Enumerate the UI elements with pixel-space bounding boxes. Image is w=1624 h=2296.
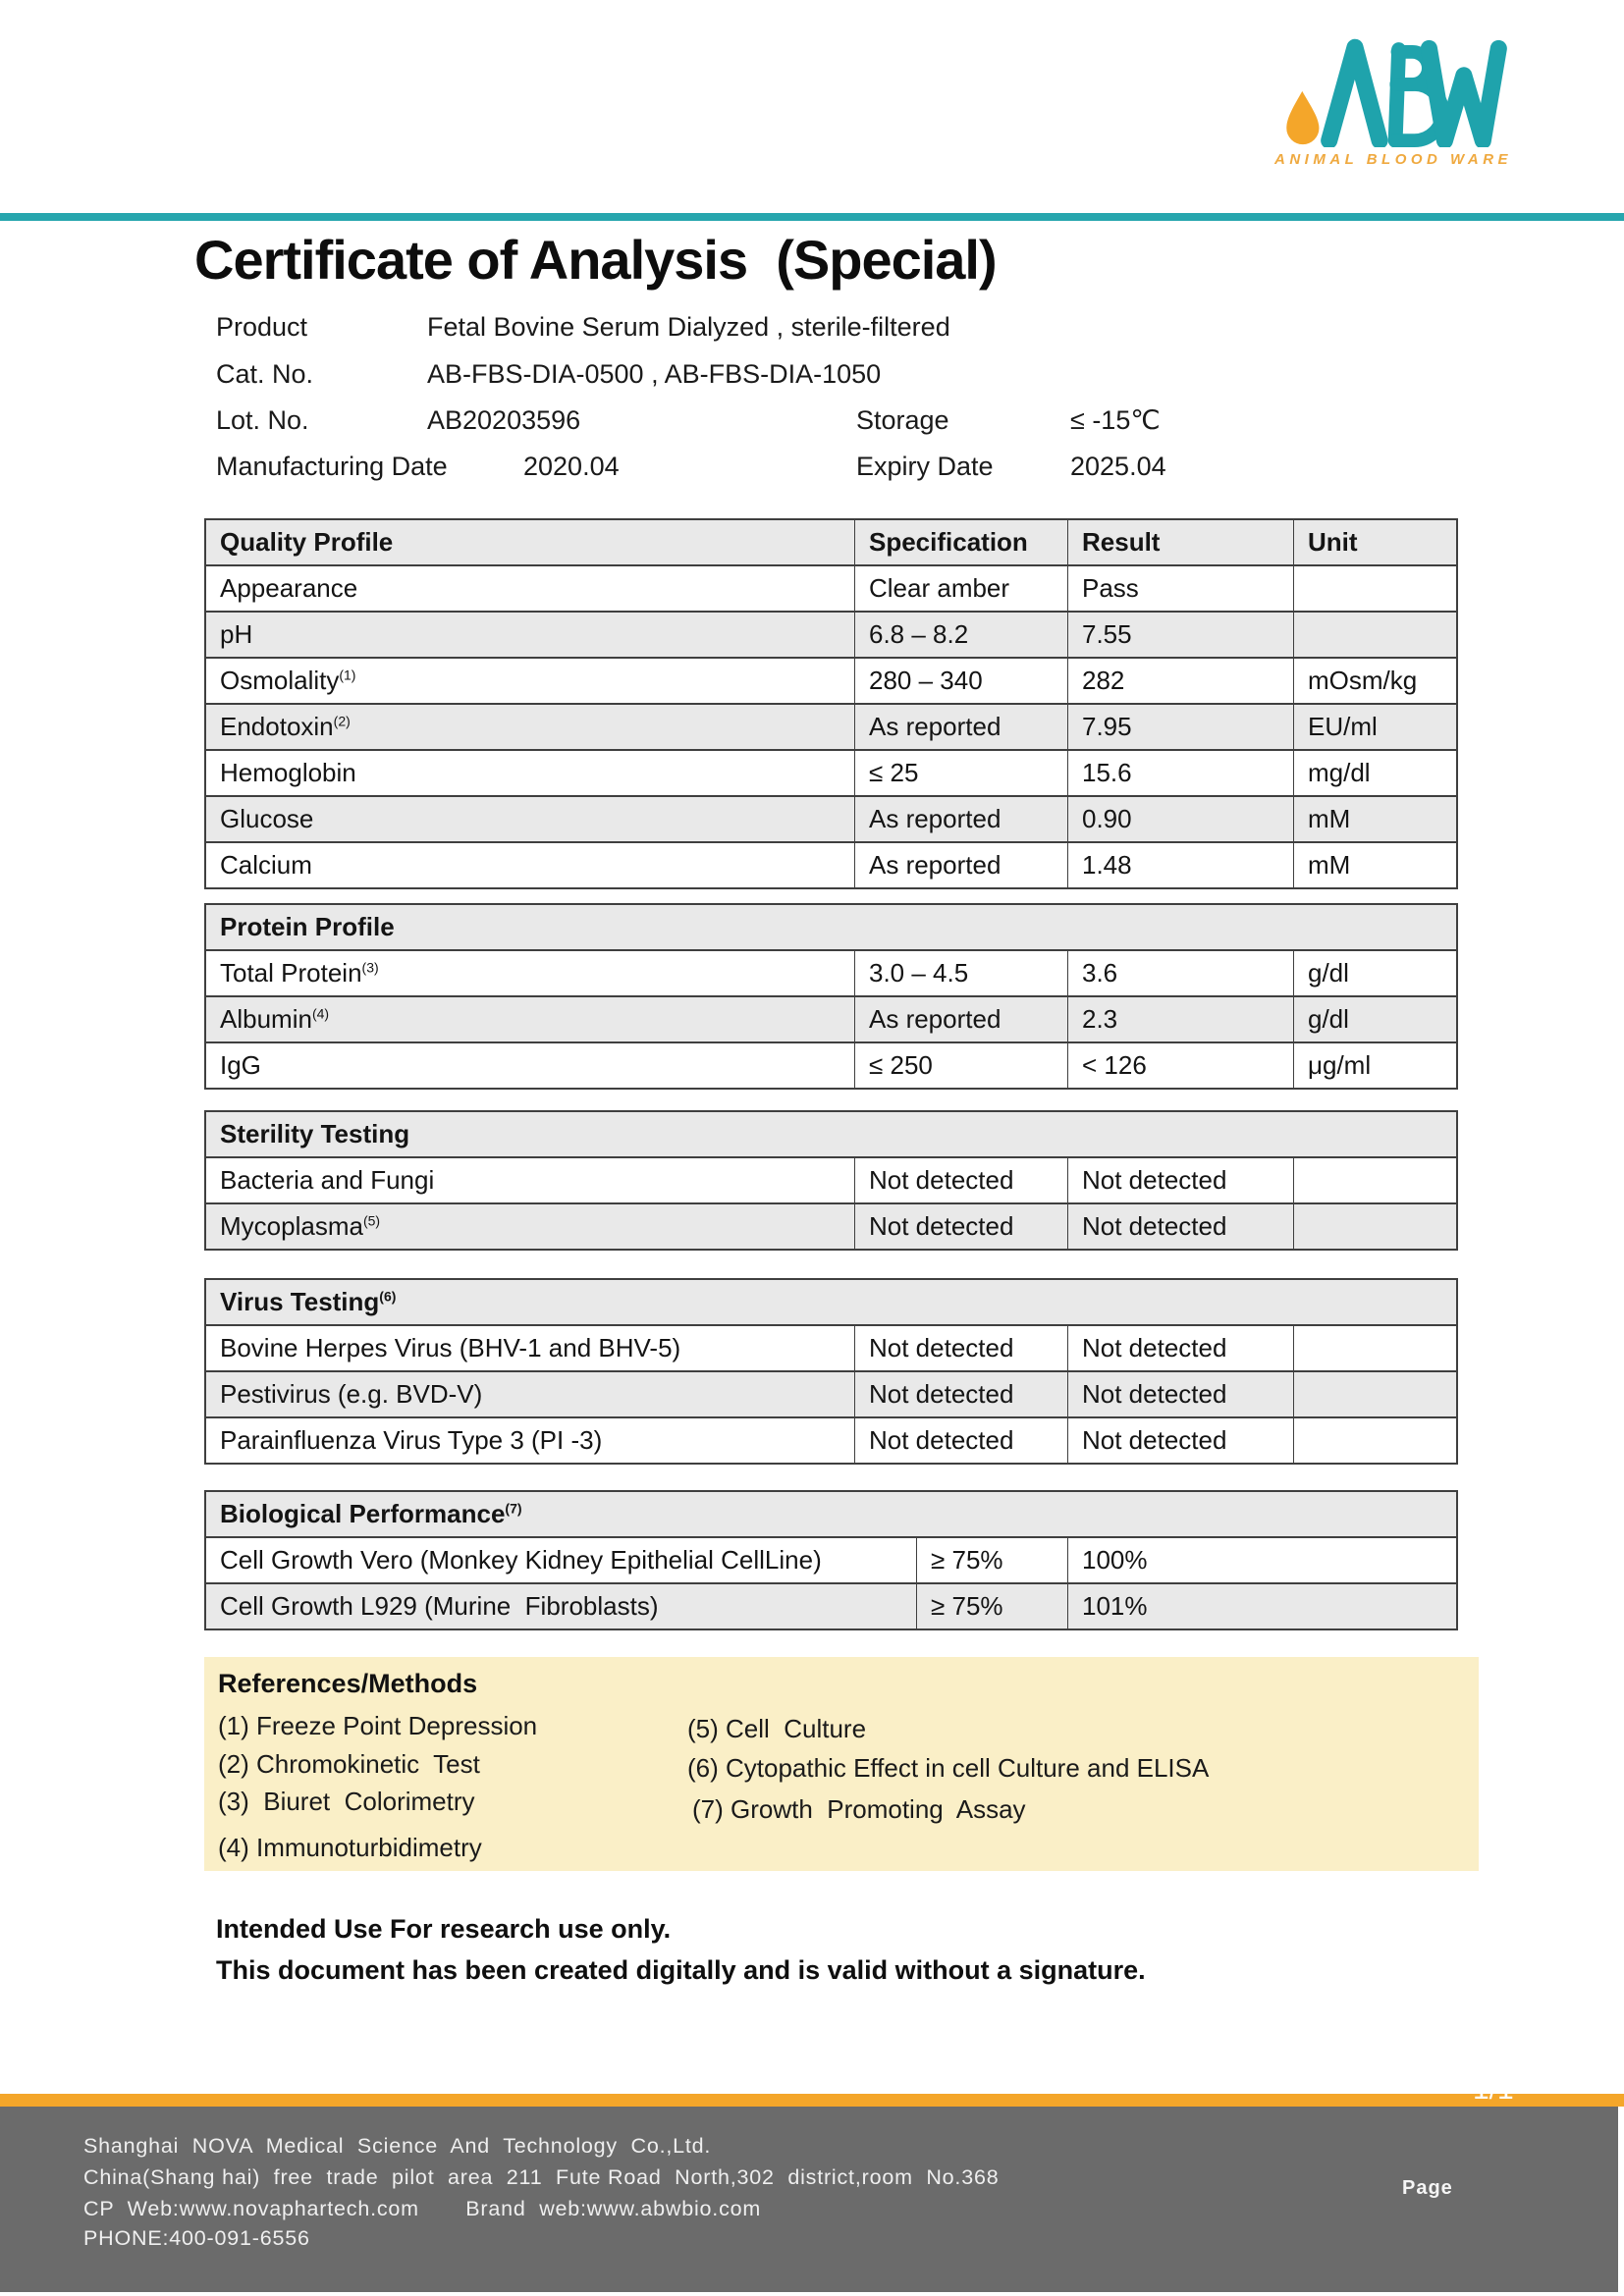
table-cell-label: Cell Growth L929 (Murine Fibroblasts) — [220, 1591, 659, 1621]
references-box — [204, 1657, 1479, 1871]
superscript: (6) — [379, 1288, 397, 1305]
table-header-cell: Quality Profile — [220, 527, 394, 557]
table-cell: As reported — [854, 843, 1067, 887]
table-cell-label: Pestivirus (e.g. BVD-V) — [220, 1379, 483, 1409]
table-cell: As reported — [854, 705, 1067, 749]
footer-company: Shanghai NOVA Medical Science And Technology Co.,Ltd. — [83, 2134, 712, 2158]
table-row — [206, 795, 1456, 841]
table-cell: Not detected — [1067, 1418, 1293, 1463]
table-cell — [1293, 613, 1456, 657]
table-cell — [1293, 1158, 1456, 1202]
expiry-date-value: 2025.04 — [1070, 452, 1166, 481]
table-cell: 3.0 – 4.5 — [854, 951, 1067, 995]
table-cell: 280 – 340 — [854, 659, 1067, 703]
table-cell-label: Hemoglobin — [220, 758, 356, 787]
table-header-row — [206, 520, 1456, 564]
virus-testing-table — [204, 1278, 1458, 1465]
table-cell: Not detected — [1067, 1326, 1293, 1370]
table-section-header: Sterility Testing — [220, 1119, 410, 1148]
sterility-testing-table — [204, 1110, 1458, 1251]
table-cell-label: Bovine Herpes Virus (BHV-1 and BHV-5) — [220, 1333, 681, 1362]
reference-item: (2) Chromokinetic Test — [218, 1749, 480, 1779]
table-row — [206, 1202, 1456, 1249]
table-cell: 7.55 — [1067, 613, 1293, 657]
table-row — [206, 1416, 1456, 1463]
table-cell-label: pH — [220, 619, 253, 649]
table-cell-label: Albumin$^{(4)}$ — [220, 1004, 330, 1034]
table-row — [206, 611, 1456, 657]
reference-item: (4) Immunoturbidimetry — [218, 1833, 482, 1862]
storage-value: ≤ -15℃ — [1070, 405, 1161, 435]
table-cell: Not detected — [854, 1204, 1067, 1249]
table-cell: Pass — [1067, 566, 1293, 611]
table-cell: Clear amber — [854, 566, 1067, 611]
table-cell — [1293, 1418, 1456, 1463]
table-cell-label: Cell Growth Vero (Monkey Kidney Epithelial CellLine) — [220, 1545, 822, 1575]
table-row — [206, 657, 1456, 703]
table-cell: 7.95 — [1067, 705, 1293, 749]
table-cell: As reported — [854, 797, 1067, 841]
table-cell: 15.6 — [1067, 751, 1293, 795]
cat-no-value: AB-FBS-DIA-0500 , AB-FBS-DIA-1050 — [427, 359, 882, 389]
table-cell-label: Endotoxin$^{(2)}$ — [220, 712, 351, 741]
table-row — [206, 1582, 1456, 1629]
table-cell: ≤ 250 — [854, 1043, 1067, 1088]
abw-logo — [1274, 37, 1549, 168]
superscript: (2) — [333, 713, 351, 729]
table-cell-label: Bacteria and Fungi — [220, 1165, 435, 1195]
superscript: (7) — [505, 1500, 522, 1517]
table-header-row — [206, 1280, 1456, 1324]
mfg-date-value: 2020.04 — [523, 452, 620, 481]
table-section-header: Protein Profile — [220, 912, 395, 941]
table-cell: Not detected — [854, 1158, 1067, 1202]
table-cell: Not detected — [1067, 1158, 1293, 1202]
table-cell: 282 — [1067, 659, 1293, 703]
table-cell: 3.6 — [1067, 951, 1293, 995]
table-cell: 6.8 – 8.2 — [854, 613, 1067, 657]
footer-phone: PHONE:400-091-6556 — [83, 2226, 310, 2250]
superscript: (4) — [311, 1005, 330, 1022]
table-row — [206, 841, 1456, 887]
reference-item: (1) Freeze Point Depression — [218, 1711, 538, 1740]
reference-item: (3) Biuret Colorimetry — [218, 1787, 475, 1816]
table-header-cell: Unit — [1293, 520, 1456, 564]
table-cell: mg/dl — [1293, 751, 1456, 795]
table-row — [206, 1370, 1456, 1416]
table-cell: mM — [1293, 843, 1456, 887]
page-number: 1/1 — [1473, 2073, 1514, 2106]
table-cell: 1.48 — [1067, 843, 1293, 887]
table-cell: Not detected — [854, 1418, 1067, 1463]
table-cell: As reported — [854, 997, 1067, 1041]
table-section-header: Biological Performance$^{(7)}$ — [220, 1499, 522, 1528]
protein-profile-table — [204, 903, 1458, 1090]
intended-use-note: Intended Use For research use only. — [216, 1914, 672, 1944]
quality-profile-table — [204, 518, 1458, 889]
footer-web: CP Web:www.novaphartech.com Brand web:www.abwbio.com — [83, 2197, 762, 2220]
table-header-cell: Result — [1067, 520, 1293, 564]
page-label: Page — [1402, 2177, 1453, 2199]
table-cell: g/dl — [1293, 997, 1456, 1041]
storage-label: Storage — [856, 405, 949, 435]
superscript: (5) — [362, 1212, 381, 1229]
lot-no-value: AB20203596 — [427, 405, 581, 435]
table-row — [206, 703, 1456, 749]
table-row — [206, 564, 1456, 611]
table-row — [206, 995, 1456, 1041]
table-cell-label: Glucose — [220, 804, 314, 833]
table-cell: < 126 — [1067, 1043, 1293, 1088]
table-cell: EU/ml — [1293, 705, 1456, 749]
table-cell-label: Mycoplasma$^{(5)}$ — [220, 1211, 381, 1241]
table-cell: mM — [1293, 797, 1456, 841]
table-cell-label: Parainfluenza Virus Type 3 (PI -3) — [220, 1425, 603, 1455]
mfg-date-label: Manufacturing Date — [216, 452, 448, 481]
table-cell: Not detected — [1067, 1204, 1293, 1249]
table-cell: Not detected — [854, 1326, 1067, 1370]
cat-no-label: Cat. No. — [216, 359, 314, 389]
biological-performance-table — [204, 1490, 1458, 1630]
table-cell: 0.90 — [1067, 797, 1293, 841]
table-cell — [1293, 566, 1456, 611]
reference-item: (7) Growth Promoting Assay — [692, 1794, 1026, 1824]
table-section-header: Virus Testing$^{(6)}$ — [220, 1287, 397, 1316]
table-cell: Not detected — [854, 1372, 1067, 1416]
table-cell: 101% — [1067, 1584, 1456, 1629]
table-row — [206, 1156, 1456, 1202]
table-row — [206, 1536, 1456, 1582]
table-cell-label: Total Protein$^{(3)}$ — [220, 958, 379, 988]
table-cell: 100% — [1067, 1538, 1456, 1582]
table-header-cell: Specification — [854, 520, 1067, 564]
header-divider — [0, 213, 1624, 221]
page-title: Certificate of Analysis (Special) — [194, 229, 997, 291]
product-value: Fetal Bovine Serum Dialyzed , sterile-filtered — [427, 312, 950, 342]
product-label: Product — [216, 312, 308, 342]
table-cell-label: Osmolality$^{(1)}$ — [220, 666, 356, 695]
table-cell — [1293, 1326, 1456, 1370]
table-header-row — [206, 1112, 1456, 1156]
table-header-row — [206, 1492, 1456, 1536]
digital-validity-note: This document has been created digitally and is valid without a signature. — [216, 1955, 1146, 1985]
table-cell: 2.3 — [1067, 997, 1293, 1041]
logo-abw-mark — [1274, 37, 1530, 147]
table-cell: ≥ 75% — [916, 1538, 1067, 1582]
table-row — [206, 1324, 1456, 1370]
references-title: References/Methods — [218, 1669, 478, 1698]
table-row — [206, 749, 1456, 795]
reference-item: (5) Cell Culture — [687, 1714, 867, 1743]
footer-accent-bar — [0, 2094, 1624, 2107]
footer — [0, 2107, 1618, 2292]
table-header-row — [206, 905, 1456, 949]
table-cell: μg/ml — [1293, 1043, 1456, 1088]
table-cell: mOsm/kg — [1293, 659, 1456, 703]
logo-tagline: ANIMAL BLOOD WARE — [1274, 151, 1513, 168]
reference-item: (6) Cytopathic Effect in cell Culture and ELISA — [687, 1753, 1210, 1783]
table-cell-label: IgG — [220, 1050, 261, 1080]
superscript: (1) — [339, 667, 356, 683]
lot-no-label: Lot. No. — [216, 405, 309, 435]
table-row — [206, 949, 1456, 995]
table-row — [206, 1041, 1456, 1088]
footer-address: China(Shang hai) free trade pilot area 211 Fute Road North,302 district,room No.368 — [83, 2165, 1000, 2189]
table-cell-label: Appearance — [220, 573, 358, 603]
expiry-date-label: Expiry Date — [856, 452, 994, 481]
table-cell: g/dl — [1293, 951, 1456, 995]
table-cell: Not detected — [1067, 1372, 1293, 1416]
table-cell: ≥ 75% — [916, 1584, 1067, 1629]
table-cell — [1293, 1372, 1456, 1416]
superscript: (3) — [361, 959, 379, 976]
table-cell: ≤ 25 — [854, 751, 1067, 795]
logo-droplet-icon — [1286, 91, 1319, 144]
table-cell-label: Calcium — [220, 850, 312, 880]
table-cell — [1293, 1204, 1456, 1249]
